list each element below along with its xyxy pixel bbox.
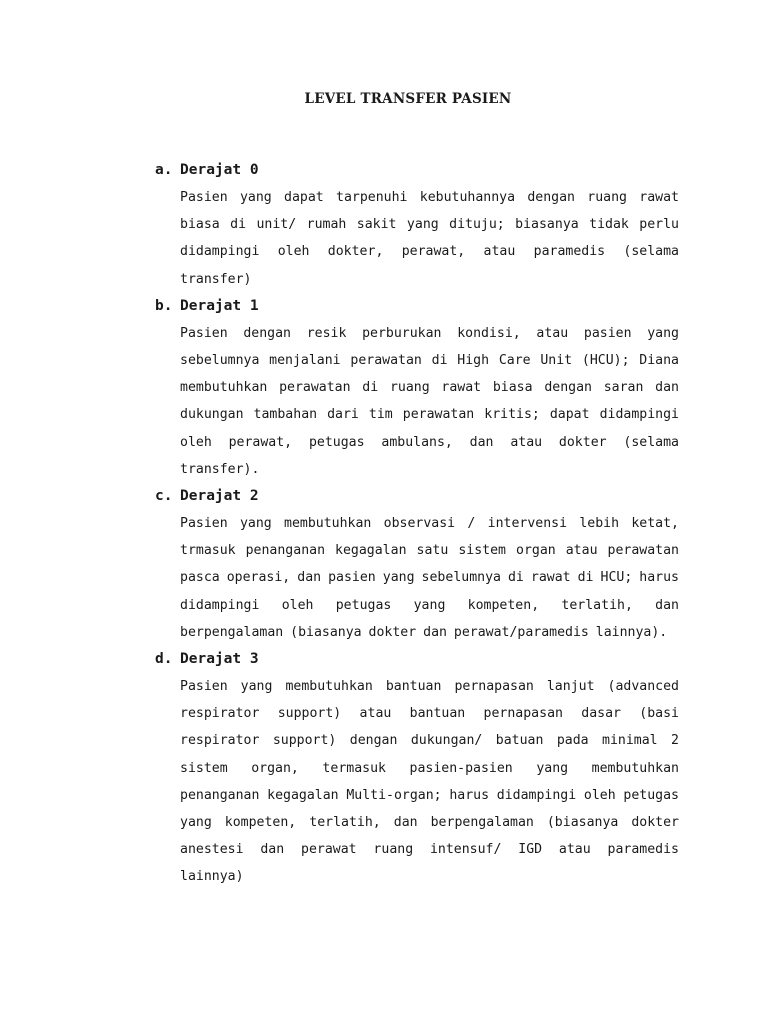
section-derajat-0 xyxy=(155,157,679,293)
section-heading xyxy=(155,646,679,673)
section-letter: c. xyxy=(155,488,173,505)
section-body: Pasien dengan resik perburukan kondisi, atau pasien yang sebelumnya menjalani perawatan di High Care Unit (HCU); Diana membutuhkan perawatan di ruang rawat biasa dengan saran dan dukungan tambahan dari tim perawatan kritis; dapat didampingi oleh perawat, petugas ambulans, dan atau dokter (selama transfer). xyxy=(180,325,679,477)
section-heading xyxy=(155,293,679,320)
section-title: Derajat 3 xyxy=(180,651,259,668)
section-title: Derajat 1 xyxy=(180,297,259,314)
section-letter: b. xyxy=(155,297,173,314)
section-body: Pasien yang membutuhkan observasi / intervensi lebih ketat, trmasuk penanganan kegagalan satu sistem organ atau perawatan pasca operasi, dan pasien yang sebelumnya di rawat di HCU; harus didampingi oleh petugas yang kompeten, terlatih, dan berpengalaman (biasanya dokter dan perawat/paramedis lainnya). xyxy=(180,516,679,640)
page-title: LEVEL TRANSFER PASIEN xyxy=(304,91,512,107)
section-derajat-2 xyxy=(155,483,679,646)
section-letter: d. xyxy=(155,651,173,668)
section-derajat-3 xyxy=(155,646,679,891)
section-derajat-1 xyxy=(155,293,679,483)
section-heading xyxy=(155,483,679,510)
sections-list xyxy=(155,157,679,891)
section-body: Pasien yang membutuhkan bantuan pernapasan lanjut (advanced respirator support) atau bantuan pernapasan dasar (basi respirator support) dengan dukungan/ batuan pada minimal 2 sistem organ, termasuk pasien-pasien yang membutuhkan penanganan kegagalan Multi-organ; harus didampingi oleh petugas yang kompeten, terlatih, dan berpengalaman (biasanya dokter anestesi dan perawat ruang intensuf/ IGD atau paramedis lainnya) xyxy=(180,679,679,885)
section-body: Pasien yang dapat tarpenuhi kebutuhannya dengan ruang rawat biasa di unit/ rumah sakit yang dituju; biasanya tidak perlu didampingi oleh dokter, perawat, atau paramedis (selama transfer) xyxy=(180,190,679,287)
section-title: Derajat 2 xyxy=(180,488,259,505)
section-letter: a. xyxy=(155,162,173,178)
section-title: Derajat 0 xyxy=(180,162,259,178)
section-heading xyxy=(155,157,679,184)
